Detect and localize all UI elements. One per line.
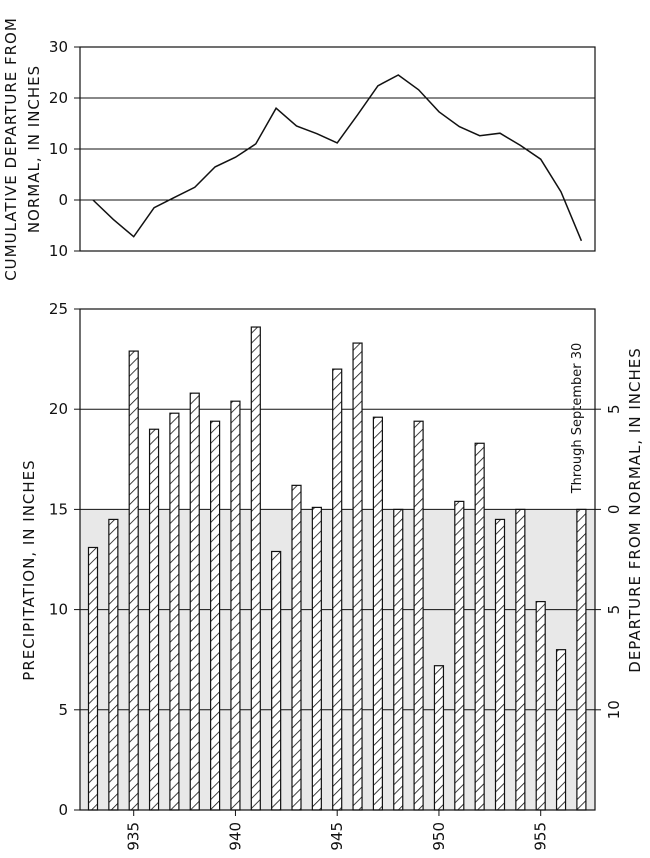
precipitation-bar-1935 — [129, 351, 138, 810]
precipitation-bar-1936 — [150, 429, 159, 810]
precipitation-bar-1951 — [455, 501, 464, 810]
precipitation-bar-1933 — [89, 547, 98, 810]
precipitation-bar-1956 — [557, 650, 566, 810]
precipitation-bar-1943 — [292, 485, 301, 810]
right-tick-label: 5 — [605, 404, 623, 414]
right-tick-label: 0 — [605, 504, 623, 515]
precipitation-bar-1939 — [211, 421, 220, 810]
x-tick-label: 945 — [328, 822, 347, 851]
bottom-ytick-label: 5 — [58, 700, 68, 719]
top-ylabel-line2: NORMAL, IN INCHES — [25, 64, 43, 234]
x-tick-label: 955 — [531, 822, 550, 851]
top-ylabel-line1: CUMULATIVE DEPARTURE FROM — [2, 17, 20, 281]
top-ytick-label: 20 — [48, 89, 68, 107]
precipitation-bar-1957 — [577, 509, 586, 810]
x-tick-label: 950 — [429, 822, 448, 851]
precipitation-bar-1940 — [231, 401, 240, 810]
precipitation-bar-1945 — [333, 369, 342, 810]
cumulative-departure-chart — [2, 17, 595, 281]
precipitation-bar-1955 — [536, 602, 545, 810]
precipitation-bar-1948 — [394, 509, 403, 810]
precipitation-bar-1938 — [190, 393, 199, 810]
bottom-ytick-label: 0 — [58, 801, 68, 819]
through-september-annotation: Through September 30 — [570, 342, 585, 494]
bottom-ylabel: PRECIPITATION, IN INCHES — [20, 459, 38, 681]
precipitation-bar-1937 — [170, 413, 179, 810]
bottom-ytick-label: 15 — [48, 500, 68, 519]
precipitation-bar-1946 — [353, 343, 362, 810]
top-ytick-label: 30 — [48, 38, 68, 56]
bottom-ylabel-right: DEPARTURE FROM NORMAL, IN INCHES — [626, 347, 644, 673]
precipitation-bar-1952 — [475, 443, 484, 810]
precipitation-bar-1953 — [496, 519, 505, 810]
top-ytick-label: 0 — [58, 191, 68, 209]
bottom-ytick-label: 25 — [48, 300, 68, 318]
right-tick-label: 10 — [605, 700, 623, 720]
bottom-ytick-label: 10 — [48, 600, 68, 619]
precipitation-bar-1941 — [251, 327, 260, 810]
precipitation-bar-1942 — [272, 551, 281, 810]
x-tick-label: 935 — [124, 822, 143, 851]
cumulative-departure-line — [93, 75, 581, 241]
precipitation-bar-1954 — [516, 509, 525, 810]
right-tick-label: 5 — [605, 604, 623, 615]
bottom-ytick-label: 20 — [48, 400, 68, 419]
top-ytick-label: 10 — [48, 140, 68, 158]
precipitation-bar-1934 — [109, 519, 118, 810]
x-tick-label: 940 — [226, 822, 245, 851]
top-ytick-label: 10 — [48, 242, 68, 260]
precipitation-bar-1950 — [434, 666, 443, 810]
precipitation-bar-chart — [20, 300, 644, 851]
precipitation-bar-1947 — [373, 417, 382, 810]
precipitation-bar-1944 — [312, 507, 321, 810]
precipitation-bar-1949 — [414, 421, 423, 810]
